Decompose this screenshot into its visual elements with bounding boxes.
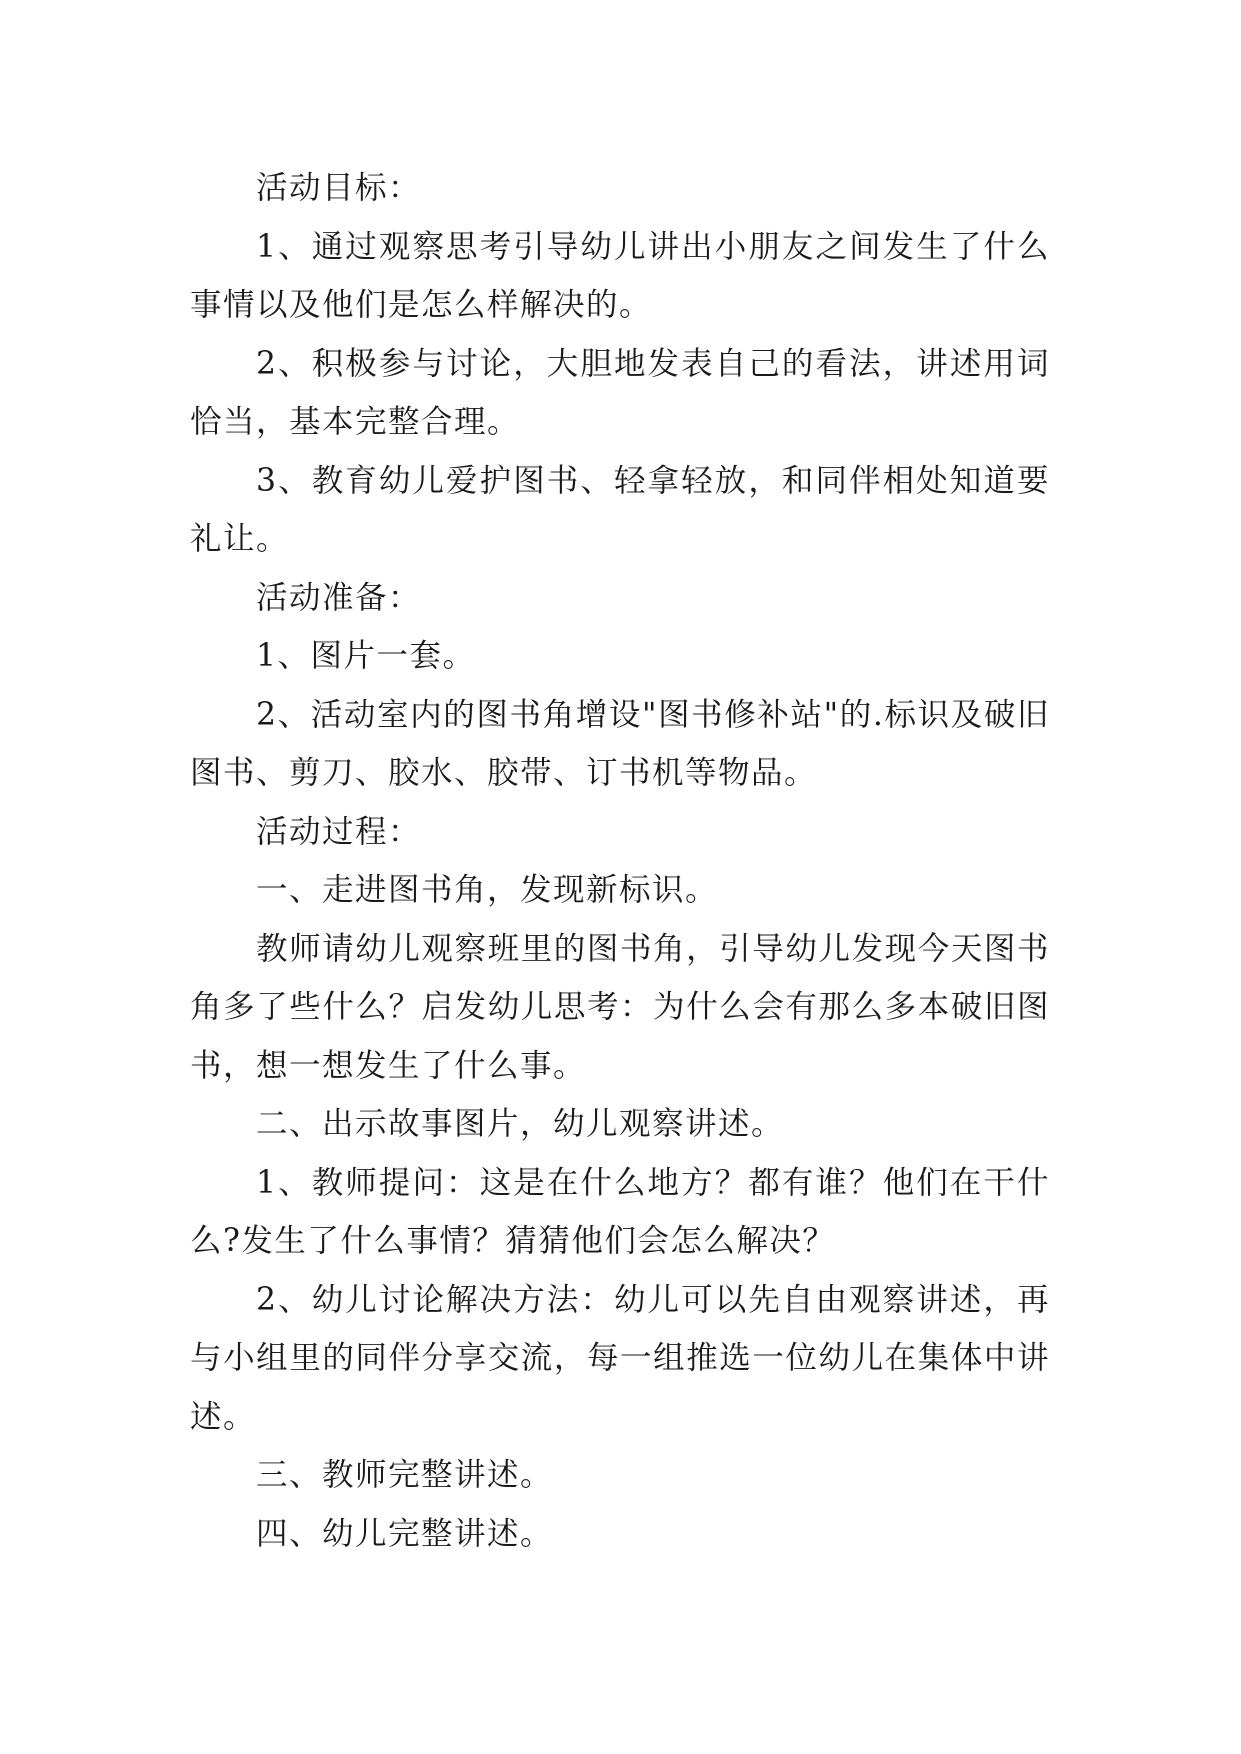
process-step-3-title: 三、教师完整讲述。 xyxy=(256,1457,554,1493)
section-heading-goals: 活动目标： xyxy=(256,170,422,206)
section-heading-preparation: 活动准备： xyxy=(256,579,422,616)
process-step-2-title: 二、出示故事图片，幼儿观察讲述。 xyxy=(256,1106,785,1142)
process-step-2-item-1: 1、教师提问：这是在什么地方？都有谁？他们在干什么?发生了什么事情？猜猜他们会怎么解决？ xyxy=(190,1164,1050,1259)
process-step-2-item-2: 2、幼儿讨论解决方法：幼儿可以先自由观察讲述，再与小组里的同伴分享交流，每一组推选一位幼儿在集体中讲述。 xyxy=(190,1281,1050,1435)
goal-item-2: 2、积极参与讨论，大胆地发表自己的看法，讲述用词恰当，基本完整合理。 xyxy=(190,345,1050,440)
goal-item-3: 3、教育幼儿爱护图书、轻拿轻放，和同伴相处知道要礼让。 xyxy=(190,462,1050,557)
process-step-1-body: 教师请幼儿观察班里的图书角，引导幼儿发现今天图书角多了些什么？启发幼儿思考：为什么会有那么多本破旧图书，想一想发生了什么事。 xyxy=(190,930,1050,1084)
preparation-item-1: 1、图片一套。 xyxy=(256,638,476,674)
goal-item-1: 1、通过观察思考引导幼儿讲出小朋友之间发生了什么事情以及他们是怎么样解决的。 xyxy=(190,228,1050,323)
document-body xyxy=(190,159,1050,1563)
process-step-4-title: 四、幼儿完整讲述。 xyxy=(256,1515,554,1552)
section-heading-process: 活动过程： xyxy=(256,813,422,850)
preparation-item-2: 2、活动室内的图书角增设"图书修补站"的.标识及破旧图书、剪刀、胶水、胶带、订书机等物品。 xyxy=(190,696,1050,791)
process-step-1-title: 一、走进图书角，发现新标识。 xyxy=(256,872,719,908)
